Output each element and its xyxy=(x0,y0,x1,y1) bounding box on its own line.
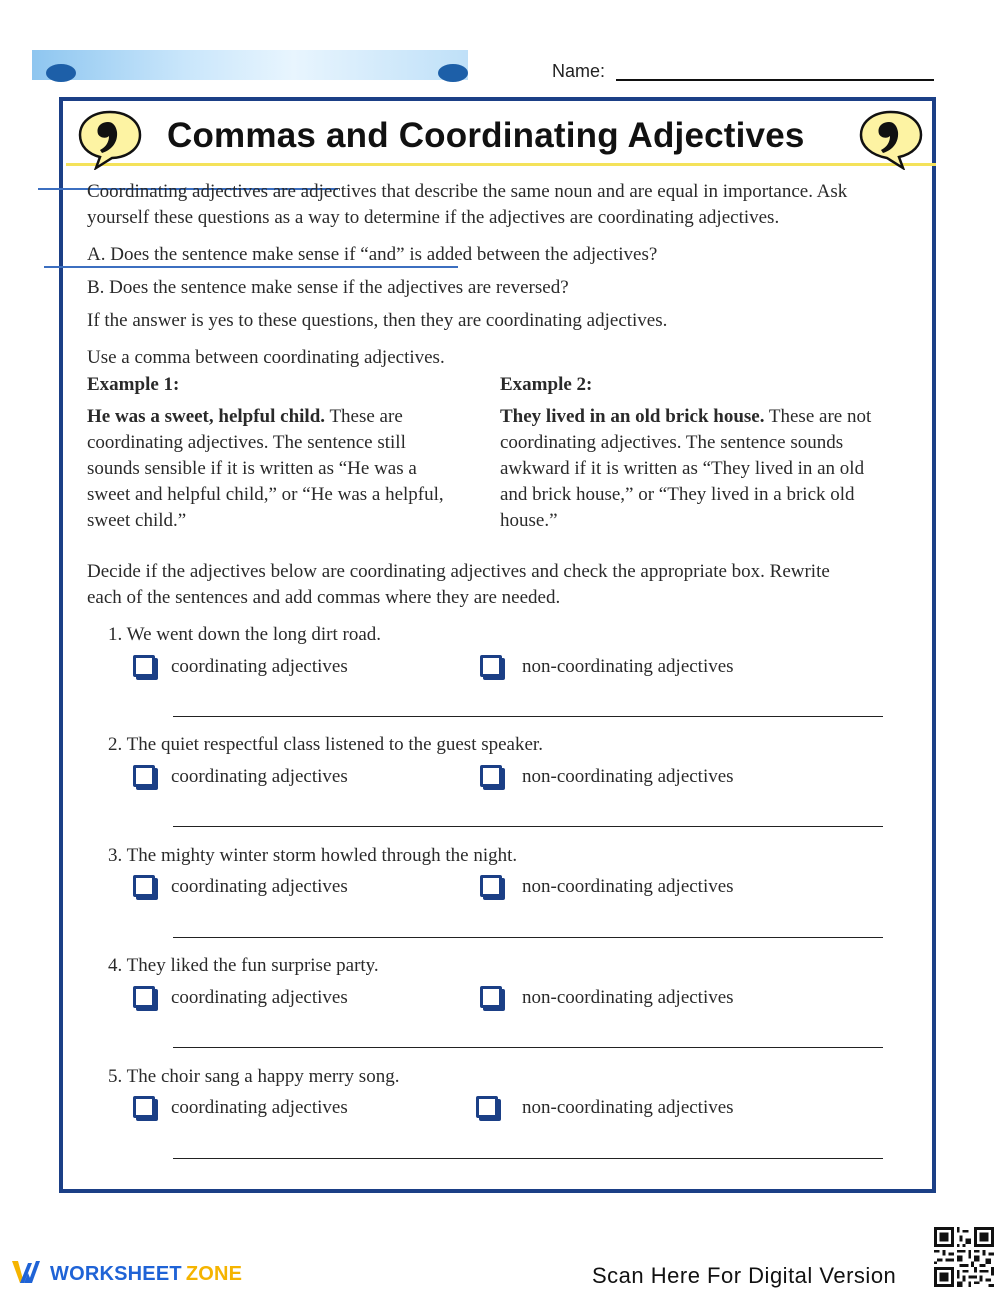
example-2-sentence: They lived in an old brick house. xyxy=(500,406,765,427)
question-5: 5. The choir sang a happy merry song. xyxy=(108,1066,400,1087)
example-1-sentence: He was a sweet, helpful child. xyxy=(87,406,326,427)
question-a: A. Does the sentence make sense if “and” is added between the adjectives? xyxy=(87,244,658,265)
rule: Use a comma between coordinating adjectives. xyxy=(87,347,445,368)
q1-answer-line[interactable] xyxy=(173,716,883,717)
q3-coordinating-label: coordinating adjectives xyxy=(171,876,348,897)
header-tape-decoration xyxy=(32,50,468,80)
page-title: Commas and Coordinating Adjectives xyxy=(167,116,805,155)
q3-non-coordinating-checkbox[interactable] xyxy=(480,875,502,897)
q2-non-coordinating-label: non-coordinating adjectives xyxy=(522,766,734,787)
name-label: Name: xyxy=(552,61,606,81)
question-4: 4. They liked the fun surprise party. xyxy=(108,955,379,976)
q5-non-coordinating-label: non-coordinating adjectives xyxy=(522,1097,734,1118)
question-2: 2. The quiet respectful class listened to the guest speaker. xyxy=(108,734,543,755)
intro-line-2: yourself these questions as a way to determine if the adjectives are coordinating adjectives. xyxy=(87,207,780,228)
comma-speech-bubble-icon-right xyxy=(857,108,925,170)
q1-non-coordinating-checkbox[interactable] xyxy=(480,655,502,677)
q5-coordinating-label: coordinating adjectives xyxy=(171,1097,348,1118)
tape-knob-left xyxy=(46,64,76,82)
scan-text: Scan Here For Digital Version xyxy=(592,1263,897,1288)
q3-non-coordinating-label: non-coordinating adjectives xyxy=(522,876,734,897)
q4-non-coordinating-checkbox[interactable] xyxy=(480,986,502,1008)
example-2-body: They lived in an old brick house. These are not coordinating adjectives. The sentence sounds awkward if it is written as “They lived in an old and brick house,” or “They lived in a brick old house.” xyxy=(500,406,872,531)
tape-knob-right xyxy=(438,64,468,82)
brand-name: WORKSHEET ZONE xyxy=(50,1263,243,1285)
q4-non-coordinating-label: non-coordinating adjectives xyxy=(522,987,734,1008)
q4-answer-line[interactable] xyxy=(173,1047,883,1048)
q3-coordinating-checkbox[interactable] xyxy=(133,875,155,897)
q1-non-coordinating-label: non-coordinating adjectives xyxy=(522,656,734,677)
q2-non-coordinating-checkbox[interactable] xyxy=(480,765,502,787)
q5-non-coordinating-checkbox[interactable] xyxy=(476,1096,498,1118)
q4-coordinating-checkbox[interactable] xyxy=(133,986,155,1008)
instructions-line-2: each of the sentences and add commas where they are needed. xyxy=(87,587,561,608)
worksheet-zone-logo-icon xyxy=(10,1257,48,1287)
q5-answer-line[interactable] xyxy=(173,1158,883,1159)
example-2-heading: Example 2: xyxy=(500,374,593,395)
q2-coordinating-label: coordinating adjectives xyxy=(171,766,348,787)
q1-coordinating-checkbox[interactable] xyxy=(133,655,155,677)
question-1: 1. We went down the long dirt road. xyxy=(108,624,382,645)
q1-coordinating-label: coordinating adjectives xyxy=(171,656,348,677)
q4-coordinating-label: coordinating adjectives xyxy=(171,987,348,1008)
q5-coordinating-checkbox[interactable] xyxy=(133,1096,155,1118)
q2-coordinating-checkbox[interactable] xyxy=(133,765,155,787)
example-1-body: He was a sweet, helpful child. These are coordinating adjectives. The sentence still sounds sensible if it is written as “He was a sweet and helpful child,” or “He was a helpful, sweet child.” xyxy=(87,406,444,531)
qr-code-icon[interactable] xyxy=(934,1227,994,1287)
name-field[interactable] xyxy=(616,79,934,81)
title-underline xyxy=(66,163,936,166)
q2-answer-line[interactable] xyxy=(173,826,883,827)
q3-answer-line[interactable] xyxy=(173,937,883,938)
intro-line-1: Coordinating adjectives are adjectives that describe the same noun and are equal in importance. Ask xyxy=(87,181,848,202)
comma-speech-bubble-icon xyxy=(76,108,144,170)
question-3: 3. The mighty winter storm howled through the night. xyxy=(108,845,518,866)
question-b: B. Does the sentence make sense if the adjectives are reversed? xyxy=(87,277,569,298)
conclusion: If the answer is yes to these questions, then they are coordinating adjectives. xyxy=(87,310,668,331)
instructions-line-1: Decide if the adjectives below are coordinating adjectives and check the appropriate box. Rewrite xyxy=(87,561,830,582)
example-1-heading: Example 1: xyxy=(87,374,180,395)
